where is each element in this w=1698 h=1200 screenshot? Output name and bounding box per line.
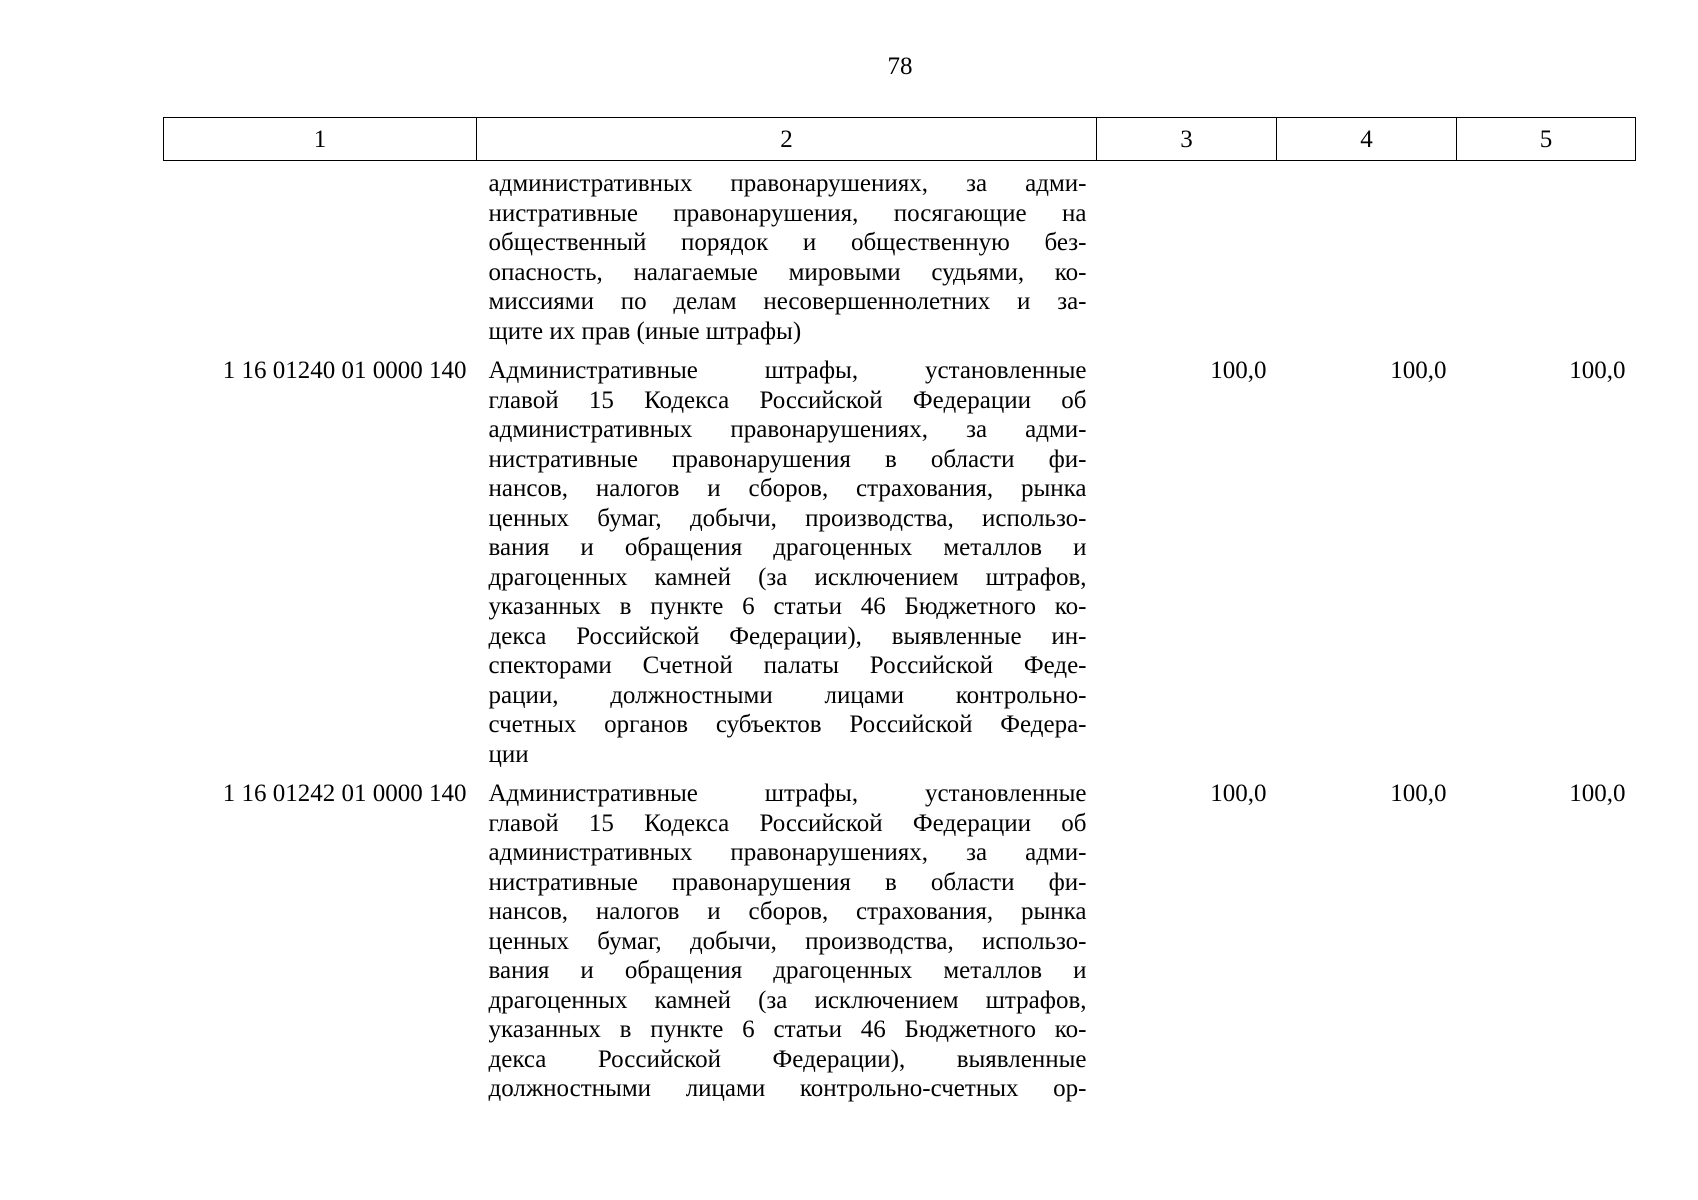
- table-row-continuation: [164, 161, 1636, 347]
- text-line: нистративные правонарушения, посягающие на: [488, 199, 1087, 227]
- text-line: счетных органов субъектов Российской Федера-: [488, 711, 1087, 738]
- description-cell: [477, 769, 1097, 1104]
- value-cell-empty: [1277, 161, 1457, 347]
- value-cell-col-5: 100,0: [1569, 780, 1626, 807]
- table-row: [164, 769, 1636, 1104]
- text-line: вания и обращения драгоценных металлов и: [488, 534, 1087, 561]
- description-cell: [477, 346, 1097, 769]
- text-line: административных правонарушениях, за адми-: [488, 839, 1087, 866]
- text-line: опасность, налагаемые мировыми судьями, ко-: [488, 258, 1087, 286]
- table-body: [164, 161, 1636, 1104]
- text-line: драгоценных камней (за исключением штрафов,: [488, 986, 1087, 1014]
- value-cell-empty: [1457, 161, 1636, 347]
- table-header: [164, 118, 1636, 161]
- value-cell-col-4: 100,0: [1390, 357, 1447, 384]
- text-line: декса Российской Федерации), выявленные ин-: [488, 622, 1087, 650]
- text-line: указанных в пункте 6 статьи 46 Бюджетного ко-: [488, 593, 1087, 620]
- text-line: ценных бумаг, добычи, производства, использо-: [488, 927, 1087, 955]
- budget-table-container: [163, 117, 1635, 1104]
- header-col-4: 4: [1277, 118, 1457, 161]
- header-col-5: 5: [1457, 118, 1636, 161]
- code-cell: 1 16 01242 01 0000 140: [222, 780, 467, 807]
- value-cell-col-3: 100,0: [1210, 780, 1267, 807]
- page-number: 78: [887, 53, 913, 80]
- text-line: указанных в пункте 6 статьи 46 Бюджетного ко-: [488, 1016, 1087, 1043]
- text-line: ценных бумаг, добычи, производства, использо-: [488, 504, 1087, 532]
- text-line: декса Российской Федерации), выявленные: [488, 1045, 1087, 1073]
- text-line: административных правонарушениях, за адми-: [488, 170, 1087, 197]
- text-line: Административные штрафы, установленные: [488, 357, 1087, 384]
- text-line: нистративные правонарушения в области фи-: [488, 445, 1087, 473]
- header-row: [164, 118, 1636, 161]
- text-line: спекторами Счетной палаты Российской Феде-: [488, 652, 1087, 679]
- header-col-2: 2: [477, 118, 1097, 161]
- text-line: миссиями по делам несовершеннолетних и за-: [488, 288, 1087, 315]
- text-line: главой 15 Кодекса Российской Федерации об: [488, 809, 1087, 837]
- value-cell-empty: [1097, 161, 1277, 347]
- description-cell: [477, 161, 1097, 347]
- code-cell-empty: [164, 161, 477, 347]
- text-line: нистративные правонарушения в области фи-: [488, 868, 1087, 896]
- text-line: главой 15 Кодекса Российской Федерации об: [488, 386, 1087, 414]
- text-line: нансов, налогов и сборов, страхования, рынка: [488, 898, 1087, 925]
- text-line: должностными лицами контрольно-счетных ор-: [488, 1075, 1087, 1102]
- text-line: рации, должностными лицами контрольно-: [488, 681, 1087, 709]
- text-line: щите их прав (иные штрафы): [488, 317, 802, 345]
- text-line: административных правонарушениях, за адми-: [488, 416, 1087, 443]
- value-cell-col-3: 100,0: [1210, 357, 1267, 384]
- budget-table: [163, 117, 1636, 1104]
- table-row: [164, 346, 1636, 769]
- text-line: Административные штрафы, установленные: [488, 780, 1087, 807]
- text-line: вания и обращения драгоценных металлов и: [488, 957, 1087, 984]
- value-cell-col-4: 100,0: [1390, 780, 1447, 807]
- text-line: общественный порядок и общественную без-: [488, 229, 1087, 256]
- text-line: ции: [488, 740, 529, 768]
- header-col-3: 3: [1097, 118, 1277, 161]
- value-cell-col-5: 100,0: [1569, 357, 1626, 384]
- header-col-1: 1: [164, 118, 477, 161]
- text-line: нансов, налогов и сборов, страхования, рынка: [488, 475, 1087, 502]
- code-cell: 1 16 01240 01 0000 140: [222, 357, 467, 384]
- text-line: драгоценных камней (за исключением штрафов,: [488, 563, 1087, 591]
